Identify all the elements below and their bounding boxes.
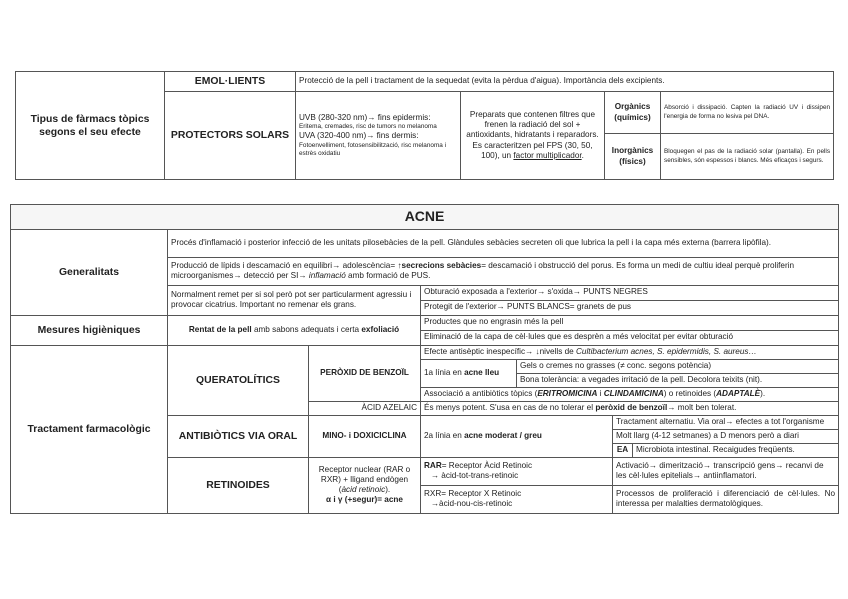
adverse-effects-text: Microbiota intestinal. Recaigudes freqüents. xyxy=(633,443,839,457)
organic-filters-text: Absorció i dissipació. Capten la radiació UV i dissipen l'energia de forma no lesiva pel DNA. xyxy=(661,92,834,134)
sunscreen-desc-2: Es caracteritzen pel FPS (30, 50, 100), un xyxy=(472,140,593,160)
rxr-a: RXR xyxy=(424,488,442,498)
nr-a: Receptor nuclear (RAR o RXR) + lligand endògen ( xyxy=(318,464,411,494)
gp2a: Producció de lípids i descamació en equilibri→ adolescència= xyxy=(171,260,396,270)
inorganic-filters-text: Bloquegen el pas de la radiació solar (pantalla). En pells sensibles, són espessos i blancs. Més eficaços i segurs. xyxy=(661,134,834,180)
azelaic-acid-label: ÀCID AZELAIC xyxy=(309,401,421,415)
blackheads-text: Obturació exposada a l'exterior→ s'oxida→ PUNTS NEGRES xyxy=(421,285,839,300)
azelaic-text xyxy=(421,401,839,415)
acne-title: ACNE xyxy=(11,205,839,230)
retinoids-label: RETINOIDES xyxy=(168,457,309,513)
antibiotics-r2: Molt llarg (4-12 setmanes) a D menors però a diari xyxy=(613,429,839,443)
multiplier-factor: factor multiplicador xyxy=(513,150,582,160)
pe-b: Cultibacterium acnes, S. epidermidis, S. aureus… xyxy=(576,346,757,356)
sun-protectors-label: PROTECTORS SOLARS xyxy=(165,92,296,180)
as-b: ERITROMICINA xyxy=(537,388,598,398)
uvb-title: UVB (280-320 nm)→ fins epidermis: xyxy=(299,112,431,122)
rxr-c: →àcid-nou-cis-retinoic xyxy=(430,499,513,508)
rxr-effect: Processos de proliferació i diferenciació de cèl·lules. No interessa per malalties dermatològiques. xyxy=(613,485,839,513)
as-e: ) o retinoides ( xyxy=(663,388,717,398)
uv-radiation-cell xyxy=(296,92,461,180)
topical-drugs-table xyxy=(15,71,834,180)
oral-antibiotics-label: ANTIBIÒTICS VIA ORAL xyxy=(168,415,309,457)
fl-a: 1a línia en xyxy=(424,367,462,377)
sl-b: acne moderat / greu xyxy=(464,430,542,440)
treatment-label: Tractament farmacològic xyxy=(11,345,168,513)
tolerance-text: Bona tolerància: a vegades irritació de la pell. Decolora teixits (nit). xyxy=(517,373,839,387)
rar-a: RAR xyxy=(424,460,442,470)
rar-cell xyxy=(421,457,613,485)
nuclear-receptor-cell xyxy=(309,457,421,513)
as-a: Associació a antibiòtics tòpics ( xyxy=(424,388,538,398)
topical-drugs-header: Tipus de fàrmacs tòpics segons el seu efecte xyxy=(16,72,165,180)
antibiotics-r1: Tractament alternatiu. Via oral→ efectes a tot l'organisme xyxy=(613,415,839,429)
emollients-text: Protecció de la pell i tractament de la sequedat (evita la pèrdua d'aigua). Importància dels excipients. xyxy=(296,72,834,92)
rar-b: = Receptor Àcid Retinoic xyxy=(441,460,533,470)
first-line-cell xyxy=(421,359,517,387)
generalitats-label: Generalitats xyxy=(11,229,168,315)
sl-a: 2a línia en xyxy=(424,430,462,440)
sunscreen-desc-end: . xyxy=(581,150,584,160)
generalitats-p2 xyxy=(168,257,839,285)
hygiene-label: Mesures higièniques xyxy=(11,315,168,345)
gels-text: Gels o cremes no grasses (≠ conc. segons potència) xyxy=(517,359,839,373)
as-g: ). xyxy=(760,388,766,398)
gp2c: = descamació i obstrucció del porus. Es forma un medi de cultiu ideal perquè proliferin microorganismes→ detecció per SI→ xyxy=(171,260,795,280)
generalitats-p1: Procés d'inflamació i posterior infecció de les unitats pilosebàcies de la pell. Glàndules sebàcies secreten oli que lubrica la pell i la capa més externa (barrera lipòfila). xyxy=(168,229,839,257)
nr-b: àcid retinoic xyxy=(341,485,386,494)
organic-filters-label: Orgànics (químics) xyxy=(605,92,661,134)
second-line-cell xyxy=(421,415,613,457)
fl-b: acne lleu xyxy=(464,367,500,377)
minocycline-label: MINO- i DOXICICLINA xyxy=(309,415,421,457)
uva-effects: Fotoenvelliment, fotosensibilització, risc melanoma i estrès oxidatiu xyxy=(299,141,447,157)
rxr-cell xyxy=(421,485,613,513)
hygiene-r1: Productes que no engrasin més la pell xyxy=(421,315,839,330)
nr-d: α i γ (+segur)= acne xyxy=(326,495,403,505)
gp2e: amb formació de PUS. xyxy=(348,271,431,280)
as-c: i xyxy=(599,388,602,398)
acne-table xyxy=(10,204,839,514)
rxr-b: = Receptor X Retinoic xyxy=(441,488,522,498)
hyg-a: Rentat de la pell xyxy=(188,324,252,334)
whiteheads-text: Protegit de l'exterior→ PUNTS BLANCS= granets de pus xyxy=(421,300,839,315)
az-a: És menys potent. S'usa en cas de no tolerar el xyxy=(424,402,594,412)
benzoyl-peroxide-label: PERÒXID DE BENZOÏL xyxy=(309,345,421,401)
az-b: peròxid de benzoïl xyxy=(595,402,668,412)
sunscreen-description xyxy=(461,92,605,180)
rar-effect: Activació→ dimerització→ transcripció gens→ recanvi de les cèl·lules epitelials→ antiinflamatori. xyxy=(613,457,839,485)
uvb-effects: Eritema, cremades, risc de tumors no melanoma xyxy=(299,123,437,130)
as-f: ADAPTALÈ xyxy=(716,388,761,398)
hyg-b: amb sabons adequats i certa xyxy=(253,324,360,334)
hyg-c: exfoliació xyxy=(361,324,400,334)
uva-title: UVA (320-400 nm)→ fins dermis: xyxy=(299,131,419,141)
emollients-label: EMOL·LIENTS xyxy=(165,72,296,92)
hygiene-r2: Eliminació de la capa de cèl·lules que es desprèn a més velocitat per evitar obturació xyxy=(421,330,839,345)
nr-c: ). xyxy=(385,485,391,494)
generalitats-p3: Normalment remet per si sol però pot ser particularment agressiu i provocar cicatrius. Important no remenar els grans. xyxy=(168,285,421,315)
rar-c: → àcid-tot-trans-retinoic xyxy=(430,471,519,480)
gp2b: ↑secrecions sebàcies xyxy=(397,260,482,270)
gp2d: inflamació xyxy=(308,271,346,280)
as-d: CLINDAMICINA xyxy=(603,388,664,398)
hygiene-text xyxy=(168,315,421,345)
antibiotic-association xyxy=(421,387,839,401)
az-c: → molt ben tolerat. xyxy=(667,402,737,412)
sunscreen-desc-1: Preparats que contenen filtres que frenen la radiació del sol + antioxidants, hidratants i reparadors. xyxy=(466,109,599,140)
inorganic-filters-label: Inorgànics (físics) xyxy=(605,134,661,180)
peroxide-effect xyxy=(421,345,839,359)
adverse-effects-label: EA xyxy=(613,443,633,457)
keratolytics-label: QUERATOLÍTICS xyxy=(168,345,309,415)
pe-a: Efecte antisèptic inespecífic→ ↓nivells de xyxy=(424,346,574,356)
